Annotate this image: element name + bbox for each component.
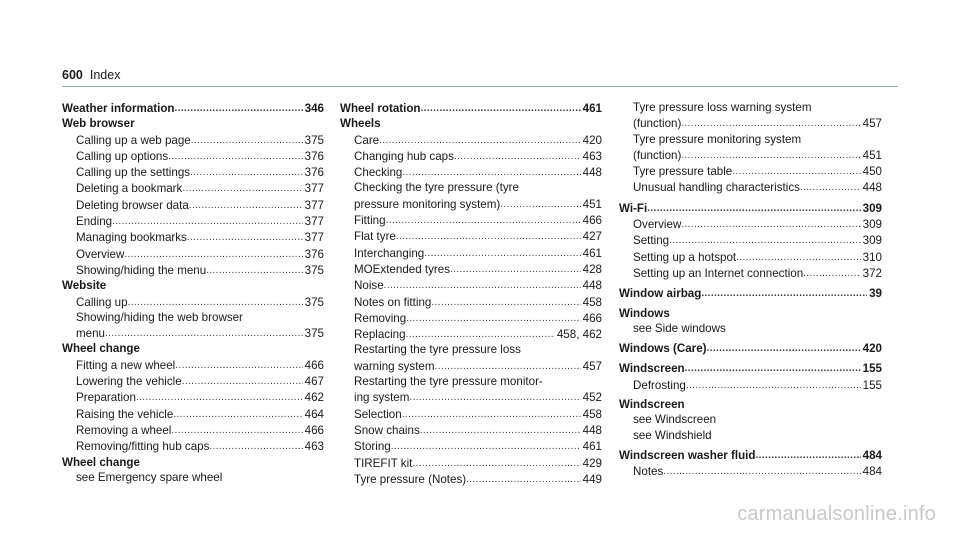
index-subentry: Restarting the tyre pressure monitor- (354, 375, 543, 389)
entry-text: Windscreen washer fluid (619, 448, 756, 462)
index-entry-heading: Windscreen (619, 398, 685, 412)
page-reference: 457 (582, 359, 602, 373)
entry-text: Showing/hiding the menu (76, 263, 207, 277)
index-subentry: Tyre pressure loss warning system (633, 101, 812, 114)
index-subentry: see Side windows (633, 321, 726, 335)
dot-leader (206, 262, 302, 278)
dot-leader (450, 261, 581, 277)
entry-text: pressure monitoring system) (354, 197, 501, 211)
dot-leader (379, 132, 581, 148)
entry-text: Setting up a hotspot (633, 250, 737, 264)
index-subentry (62, 197, 324, 213)
section-title: Index (89, 68, 121, 82)
index-subentry (619, 232, 882, 248)
index-subentry (62, 406, 324, 422)
entry-text: Ending (76, 215, 113, 229)
index-column-3 (619, 100, 882, 480)
entry-text: Removing a wheel (76, 423, 172, 437)
entry-text: Storing (354, 440, 391, 454)
entry-text: Preparation (76, 391, 136, 405)
index-subentry (619, 249, 882, 265)
dot-leader (736, 249, 861, 265)
dot-leader (175, 357, 302, 373)
dot-leader (190, 164, 303, 180)
index-entry-heading: Web browser (62, 117, 135, 131)
dot-leader (406, 326, 555, 342)
index-subentry (62, 229, 324, 245)
index-subentry (62, 294, 324, 310)
page-reference: 375 (304, 295, 324, 309)
index-entry-heading: Website (62, 279, 107, 293)
page-reference: 420 (862, 342, 882, 356)
index-subentry: Showing/hiding the web browser (76, 310, 243, 324)
index-subentry (62, 325, 324, 341)
index-subentry (619, 163, 882, 179)
entry-text: menu (76, 327, 106, 341)
entry-text: Deleting browser data (76, 198, 189, 212)
index-subentry (340, 358, 602, 374)
dot-leader (402, 406, 581, 422)
page-reference: 448 (582, 423, 602, 437)
dot-leader (182, 373, 303, 389)
index-entry-heading (619, 340, 882, 356)
index-subentry (340, 471, 602, 487)
dot-leader (128, 294, 303, 310)
dot-leader (136, 389, 303, 405)
page-reference: 448 (862, 181, 882, 195)
index-subentry (340, 406, 602, 422)
dot-leader (105, 325, 303, 341)
entry-text: Changing hub caps (354, 149, 454, 163)
page-reference: 39 (869, 287, 882, 301)
dot-leader (454, 148, 581, 164)
dot-leader (191, 132, 303, 148)
watermark: carmanualsonline.info (737, 503, 936, 525)
entry-text: Managing bookmarks (76, 231, 187, 245)
dot-leader (435, 358, 581, 374)
index-subentry (62, 148, 324, 164)
page-reference: 429 (582, 456, 602, 470)
index-subentry (340, 294, 602, 310)
index-subentry (62, 164, 324, 180)
dot-leader (707, 340, 861, 356)
index-subentry: Checking the tyre pressure (tyre (354, 181, 519, 195)
entry-text: warning system (354, 359, 435, 373)
entry-text: Overview (633, 218, 682, 232)
entry-text: Defrosting (633, 378, 686, 392)
index-subentry (340, 228, 602, 244)
page-reference: 464 (304, 407, 324, 421)
dot-leader (663, 463, 860, 479)
index-subentry (62, 180, 324, 196)
dot-leader (412, 455, 580, 471)
index-subentry: Restarting the tyre pressure loss (354, 343, 521, 357)
dot-leader (187, 229, 303, 245)
page-reference: 484 (862, 448, 882, 462)
entry-text: Removing/fitting hub caps (76, 440, 210, 454)
entry-text: TIREFIT kit (354, 456, 413, 470)
entry-text: Calling up (76, 295, 128, 309)
page-reference: 466 (582, 214, 602, 228)
dot-leader (431, 294, 580, 310)
page-reference: 461 (582, 440, 602, 454)
entry-text: ing system (354, 391, 410, 405)
page-reference: 310 (862, 250, 882, 264)
dot-leader (182, 180, 302, 196)
entry-text: Windows (Care) (619, 342, 707, 356)
page-reference: 462 (304, 391, 324, 405)
index-subentry (62, 389, 324, 405)
dot-leader (189, 197, 303, 213)
page-reference: 376 (304, 166, 324, 180)
index-subentry (340, 326, 602, 342)
index-column-2 (340, 100, 602, 487)
entry-text: Deleting a bookmark (76, 182, 183, 196)
index-subentry (619, 377, 882, 393)
entry-text: Calling up the settings (76, 166, 191, 180)
page-reference: 449 (582, 472, 602, 486)
index-subentry (340, 422, 602, 438)
dot-leader (409, 389, 580, 405)
page-reference: 376 (304, 247, 324, 261)
entry-text: Tyre pressure (Notes) (354, 472, 467, 486)
index-subentry (62, 373, 324, 389)
index-entry-heading (619, 447, 882, 463)
index-subentry (62, 246, 324, 262)
dot-leader (175, 100, 303, 116)
entry-text: Unusual handling characteristics (633, 181, 800, 195)
page-reference: 450 (862, 165, 882, 179)
index-entry-heading (619, 285, 882, 301)
dot-leader (384, 277, 581, 293)
page-reference: 309 (862, 234, 882, 248)
entry-text: Wheel rotation (340, 102, 421, 115)
entry-text: (function) (633, 117, 682, 131)
entry-text: Fitting (354, 214, 386, 228)
page-reference: 376 (304, 149, 324, 163)
index-subentry (340, 310, 602, 326)
dot-leader (466, 471, 581, 487)
index-subentry (340, 245, 602, 261)
page-reference: 448 (582, 279, 602, 293)
index-subentry (340, 438, 602, 454)
entry-text: Setting (633, 234, 670, 248)
entry-text: Selection (354, 407, 402, 421)
page-reference: 375 (304, 263, 324, 277)
index-subentry (62, 422, 324, 438)
entry-text: Notes (633, 465, 664, 479)
dot-leader (391, 438, 581, 454)
page-reference: 466 (304, 358, 324, 372)
page-reference: 457 (862, 117, 882, 131)
entry-text: Checking (354, 166, 403, 180)
entry-text: Windscreen (619, 362, 685, 376)
entry-text: Noise (354, 279, 384, 293)
page-reference: 458 (582, 295, 602, 309)
dot-leader (701, 285, 867, 301)
dot-leader (168, 148, 302, 164)
page-reference: 451 (582, 197, 602, 211)
index-subentry (619, 265, 882, 281)
page-reference: 427 (582, 230, 602, 244)
index-subentry: Tyre pressure monitoring system (633, 132, 802, 146)
entry-text: Overview (76, 247, 125, 261)
dot-leader (209, 438, 302, 454)
page-reference: 466 (304, 423, 324, 437)
index-subentry (340, 261, 602, 277)
index-subentry (62, 132, 324, 148)
index-subentry (340, 164, 602, 180)
entry-text: Interchanging (354, 246, 425, 260)
entry-text: Notes on fitting (354, 295, 432, 309)
index-column-1 (62, 100, 324, 485)
page-reference: 448 (582, 166, 602, 180)
dot-leader (421, 100, 581, 116)
page-reference: 420 (582, 133, 602, 147)
dot-leader (681, 216, 860, 232)
index-subentry (619, 115, 882, 131)
index-subentry (340, 277, 602, 293)
entry-text: Flat tyre (354, 230, 396, 244)
entry-text: Snow chains (354, 423, 420, 437)
dot-leader (669, 232, 861, 248)
index-subentry: see Windscreen (633, 413, 717, 427)
index-subentry: see Windshield (633, 428, 712, 442)
entry-text: Raising the vehicle (76, 407, 174, 421)
entry-text: Window airbag (619, 287, 702, 301)
dot-leader (681, 115, 860, 131)
page-reference: 458, 462 (556, 328, 602, 342)
page-reference: 309 (862, 201, 882, 215)
index-subentry (62, 262, 324, 278)
page-reference: 451 (862, 148, 882, 162)
entry-text: Calling up a web page (76, 133, 191, 147)
index-subentry (62, 213, 324, 229)
page-reference: 484 (862, 465, 882, 479)
index-subentry (340, 212, 602, 228)
entry-text: MOExtended tyres (354, 262, 451, 276)
page-reference: 375 (304, 133, 324, 147)
page-reference: 375 (304, 327, 324, 341)
index-entry-heading (619, 200, 882, 216)
entry-text: Replacing (354, 328, 406, 342)
dot-leader (647, 200, 860, 216)
dot-leader (732, 163, 860, 179)
page-header (62, 68, 120, 82)
index-entry-heading (619, 360, 882, 376)
dot-leader (396, 228, 581, 244)
dot-leader (406, 310, 580, 326)
index-entry-heading: Wheels (340, 117, 381, 131)
index-subentry (340, 455, 602, 471)
index-subentry (62, 357, 324, 373)
page-reference: 377 (304, 215, 324, 229)
entry-text: Setting up an Internet connection (633, 266, 804, 280)
entry-text: Removing (354, 311, 407, 325)
page-reference: 372 (862, 266, 882, 280)
page-number: 600 (62, 68, 83, 82)
dot-leader (686, 377, 861, 393)
entry-text: Fitting a new wheel (76, 358, 176, 372)
page-reference: 463 (304, 440, 324, 454)
index-subentry (340, 196, 602, 212)
dot-leader (112, 213, 303, 229)
entry-text: Tyre pressure table (633, 165, 733, 179)
dot-leader (803, 265, 860, 281)
index-entry-heading (340, 100, 602, 116)
dot-leader (171, 422, 302, 438)
index-subentry (340, 132, 602, 148)
entry-text: Care (354, 133, 380, 147)
index-entry-heading: Wheel change (62, 455, 140, 469)
page-reference: 467 (304, 375, 324, 389)
index-subentry (62, 438, 324, 454)
dot-leader (755, 447, 860, 463)
dot-leader (420, 422, 581, 438)
dot-leader (681, 147, 860, 163)
dot-leader (424, 245, 580, 261)
page-reference: 377 (304, 182, 324, 196)
index-entry-heading (62, 100, 324, 116)
page-reference: 346 (304, 102, 324, 115)
page-reference: 155 (862, 362, 882, 376)
entry-text: Lowering the vehicle (76, 375, 182, 389)
index-subentry: see Emergency spare wheel (76, 470, 223, 484)
dot-leader (800, 179, 861, 195)
dot-leader (685, 360, 861, 376)
page-reference: 461 (582, 246, 602, 260)
entry-text: Calling up options (76, 149, 169, 163)
dot-leader (124, 246, 302, 262)
dot-leader (173, 406, 302, 422)
index-subentry (340, 148, 602, 164)
dot-leader (500, 196, 580, 212)
index-subentry (340, 389, 602, 405)
dot-leader (386, 212, 581, 228)
index-subentry (619, 216, 882, 232)
index-subentry (619, 147, 882, 163)
page-reference: 428 (582, 262, 602, 276)
page-reference: 466 (582, 311, 602, 325)
page-reference: 155 (862, 378, 882, 392)
page-reference: 309 (862, 218, 882, 232)
entry-text: Wi-Fi (619, 201, 648, 215)
index-subentry (619, 179, 882, 195)
page-reference: 461 (582, 102, 602, 115)
index-entry-heading: Windows (619, 306, 670, 320)
index-subentry (619, 463, 882, 479)
page-reference: 463 (582, 149, 602, 163)
page-reference: 377 (304, 231, 324, 245)
entry-text: Weather information (62, 102, 175, 115)
dot-leader (402, 164, 580, 180)
entry-text: (function) (633, 148, 682, 162)
page-reference: 377 (304, 198, 324, 212)
index-entry-heading: Wheel change (62, 342, 140, 356)
page-reference: 452 (582, 391, 602, 405)
header-rule (62, 86, 898, 87)
page-reference: 458 (582, 407, 602, 421)
